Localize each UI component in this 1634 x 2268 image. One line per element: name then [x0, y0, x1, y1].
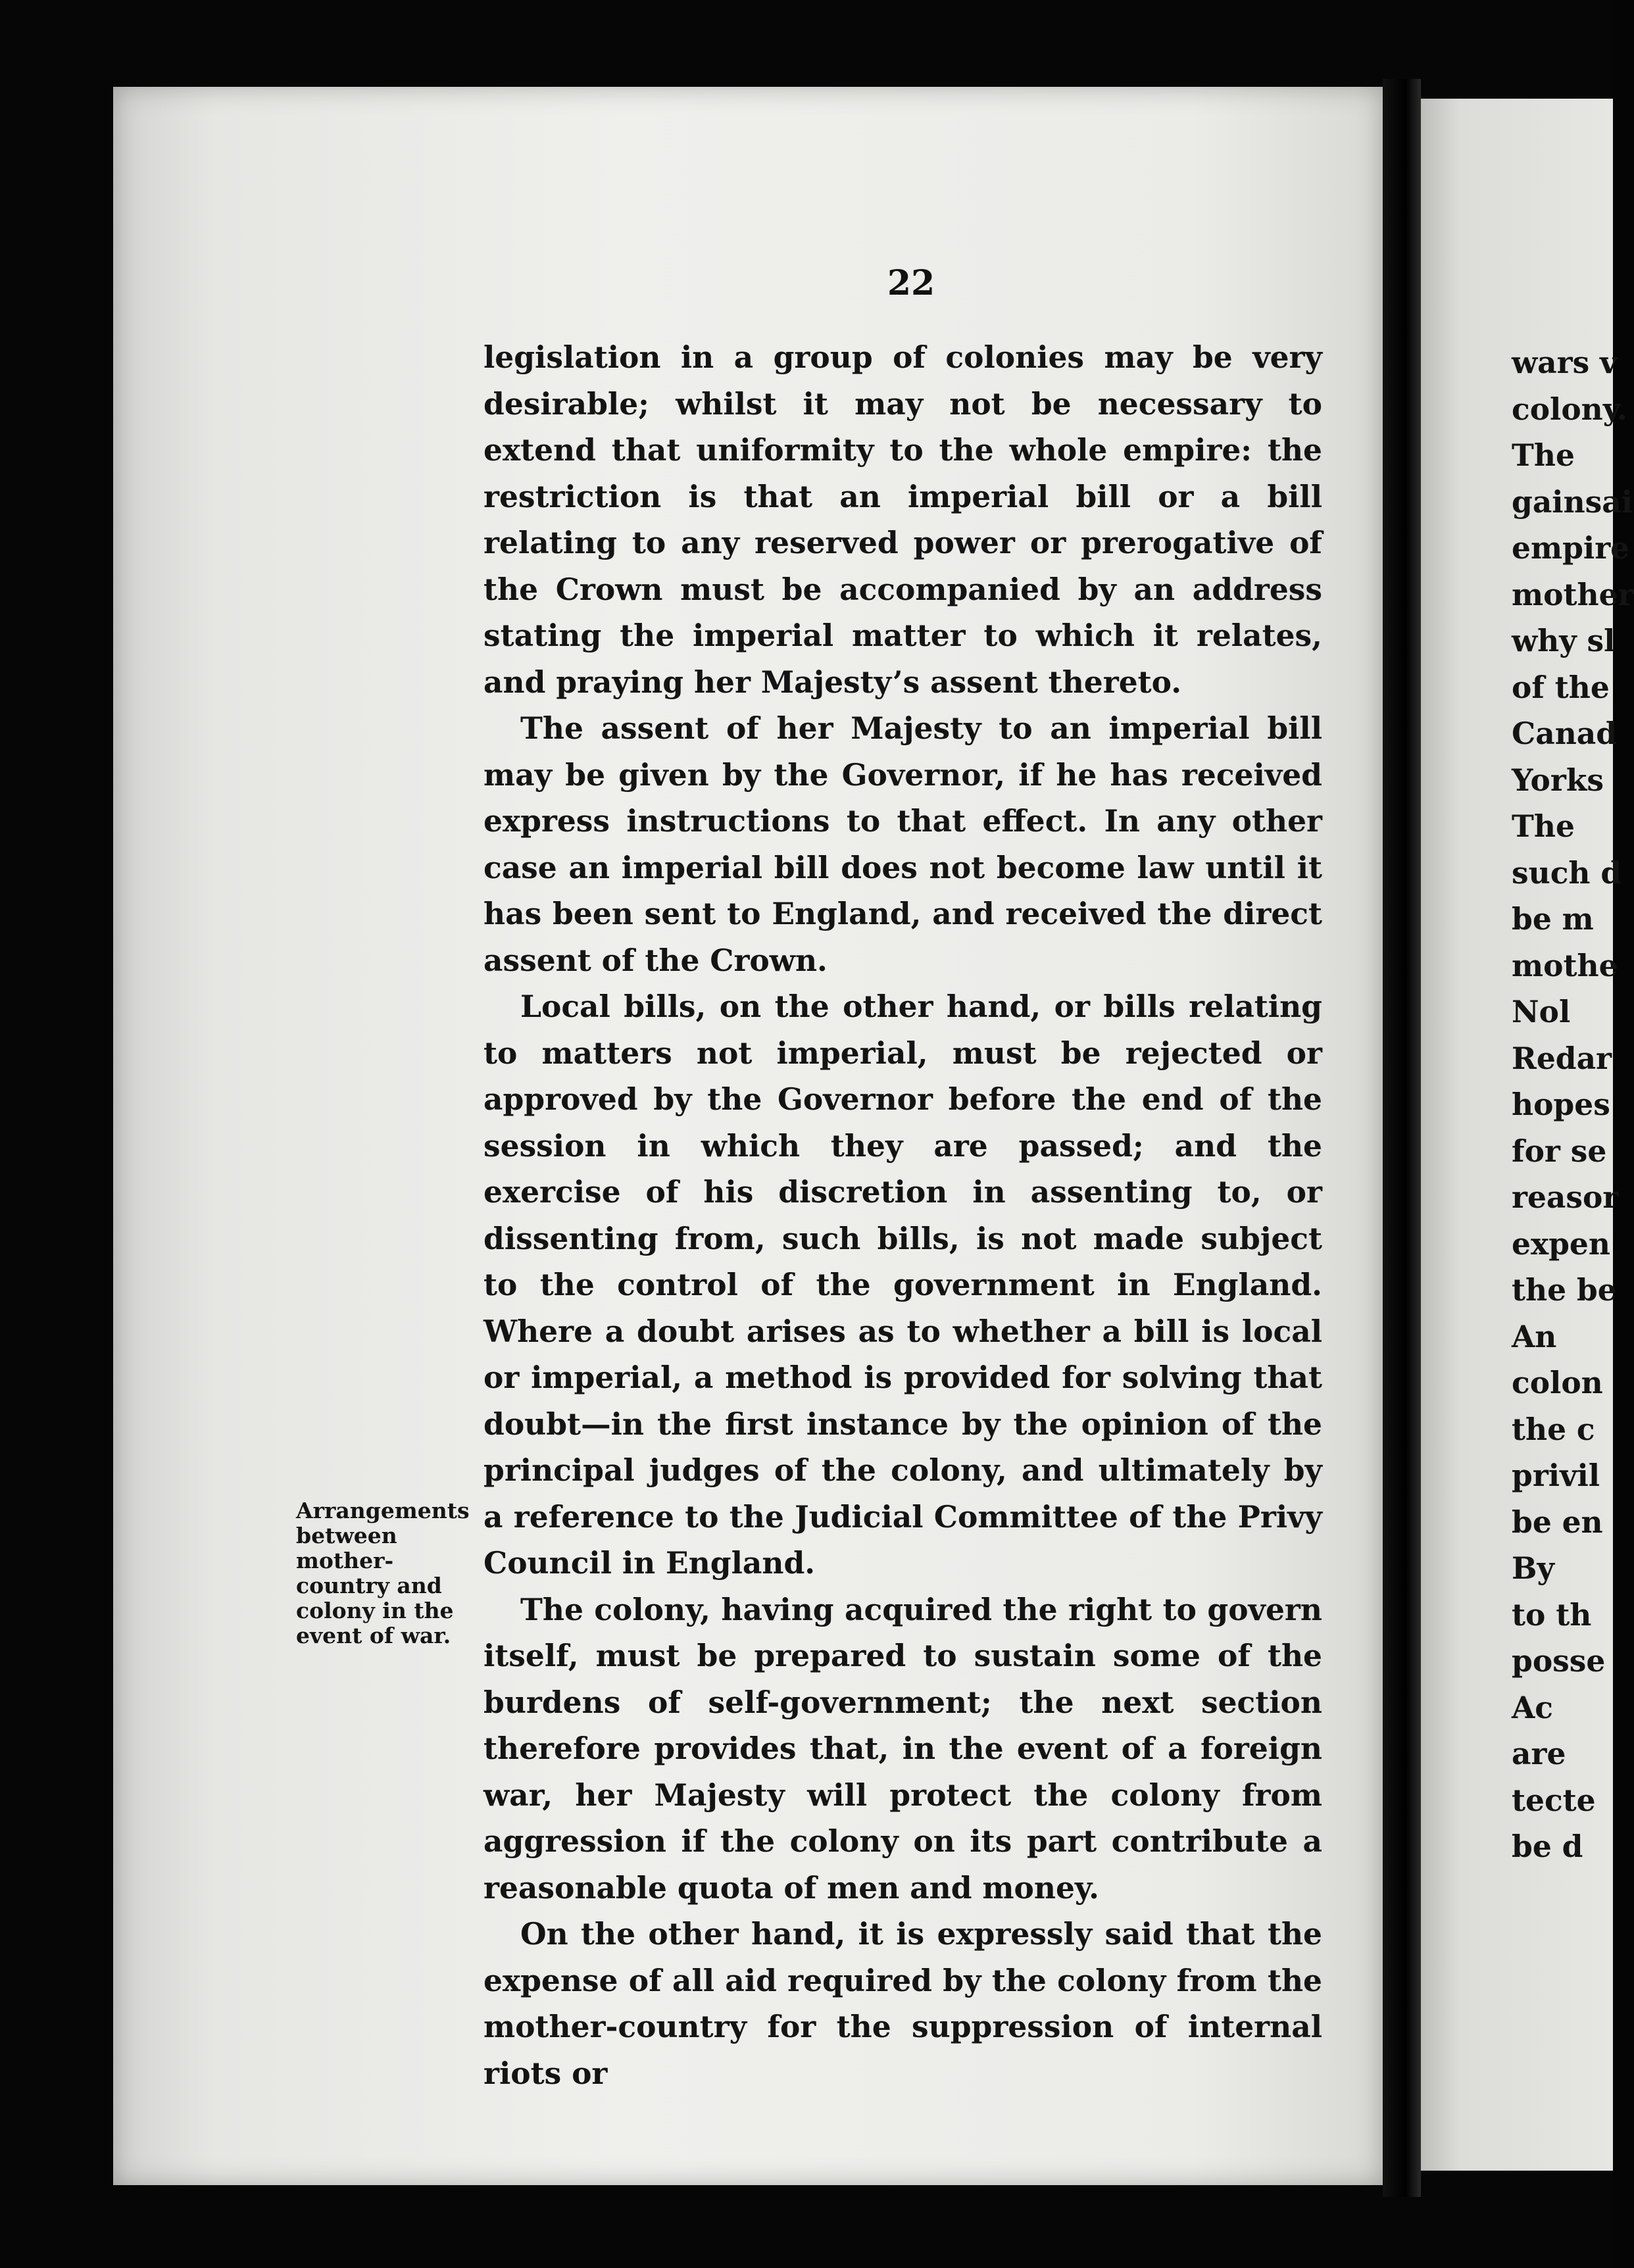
facing-page-line: gainsai	[1512, 483, 1633, 520]
bleed-through-text	[289, 349, 441, 374]
facing-page-line: The	[1512, 437, 1575, 473]
facing-page-line: Canad	[1512, 716, 1618, 751]
facing-page-line: Yorks	[1512, 762, 1604, 798]
facing-page-line: wars v	[1512, 345, 1618, 380]
margin-note	[296, 1498, 474, 1648]
facing-page-line: An	[1512, 1318, 1557, 1354]
bleed-through-text	[289, 1052, 447, 1078]
body-text	[483, 334, 1322, 2096]
facing-page-line: such d	[1512, 854, 1622, 891]
margin-note-line: between	[296, 1523, 397, 1548]
facing-page-line: colony.	[1512, 391, 1627, 427]
facing-page-line: the be	[1512, 1272, 1617, 1308]
facing-page-line: tecte	[1512, 1782, 1596, 1818]
facing-page-line: be en	[1512, 1504, 1603, 1540]
paragraph: legislation in a group of colonies may be very desirable; whilst it may not be necessary to extend that uniformity to the whole empire: the restriction is that an imperial bill or a bill relating to any reserved power or prerogative of the Crown must be accompanied by an address stating the imperial matter to which it relates, and praying her Majesty’s assent thereto.	[483, 339, 1322, 700]
facing-page-line: reasor	[1512, 1179, 1619, 1215]
facing-page-line: expen	[1512, 1225, 1610, 1262]
facing-page-line: empire	[1512, 530, 1630, 566]
facing-page-line: hopes	[1512, 1087, 1610, 1122]
facing-page-line: be m	[1512, 901, 1594, 937]
facing-page-text-fragments	[1512, 339, 1634, 1870]
facing-page-line: why sl	[1512, 623, 1616, 658]
facing-page-line: The	[1512, 808, 1575, 844]
facing-page-line: Redar	[1512, 1040, 1612, 1076]
facing-page-line: colon	[1512, 1365, 1603, 1400]
margin-note-line: event of war.	[296, 1623, 451, 1648]
facing-page-line: Nol	[1512, 994, 1571, 1029]
facing-page-line: privil	[1512, 1458, 1600, 1493]
margin-note-line: Arrangements	[296, 1498, 470, 1523]
page-number: 22	[887, 263, 935, 303]
margin-note-line: mother-	[296, 1548, 394, 1573]
margin-note-line: country and	[296, 1573, 442, 1598]
facing-page-line: of the	[1512, 669, 1610, 705]
facing-page-line: mothe	[1512, 947, 1618, 983]
paragraph: The colony, having acquired the right to govern itself, must be prepared to sustain some of the burdens of self-government; the next section therefore provides that, in the event of a foreign war, her Majesty will protect the colony from aggression if the colony on its part contribute a reasonable quota of men and money.	[483, 1591, 1322, 1906]
facing-page-line: mother	[1512, 576, 1634, 612]
facing-page-line: to th	[1512, 1596, 1592, 1633]
book-gutter	[1383, 79, 1421, 2197]
facing-page-line: for se	[1512, 1133, 1607, 1169]
paragraph: Local bills, on the other hand, or bills relating to matters not imperial, must be rejected or approved by the Governor before the end of the session in which they are passed; and the exercise of his discretion in assenting to, or dissenting from, such bills, is not made subject to the control of the government in England. Where a doubt arises as to whether a bill is local or imperial, a method is provided for solving that doubt—in the first instance by the opinion of the principal judges of the colony, and ultimately by a reference to the Judicial Committee of the Privy Council in England.	[483, 989, 1322, 1581]
paragraph: The assent of her Majesty to an imperial bill may be given by the Governor, if he has received express instructions to that effect. In any other case an imperial bill does not become law until it has been sent to England, and received the direct assent of the Crown.	[483, 710, 1322, 978]
margin-note-line: colony in the	[296, 1598, 454, 1623]
facing-page-line: By	[1512, 1550, 1554, 1586]
facing-page-line: Ac	[1512, 1689, 1554, 1725]
facing-page-line: the c	[1512, 1411, 1595, 1447]
facing-page-line: posse	[1512, 1643, 1606, 1679]
paragraph: On the other hand, it is expressly said that the expense of all aid required by the colony from the mother-country for the suppression of internal riots or	[483, 1916, 1322, 2091]
facing-page-line: are	[1512, 1736, 1566, 1771]
facing-page-line: be d	[1512, 1829, 1583, 1864]
